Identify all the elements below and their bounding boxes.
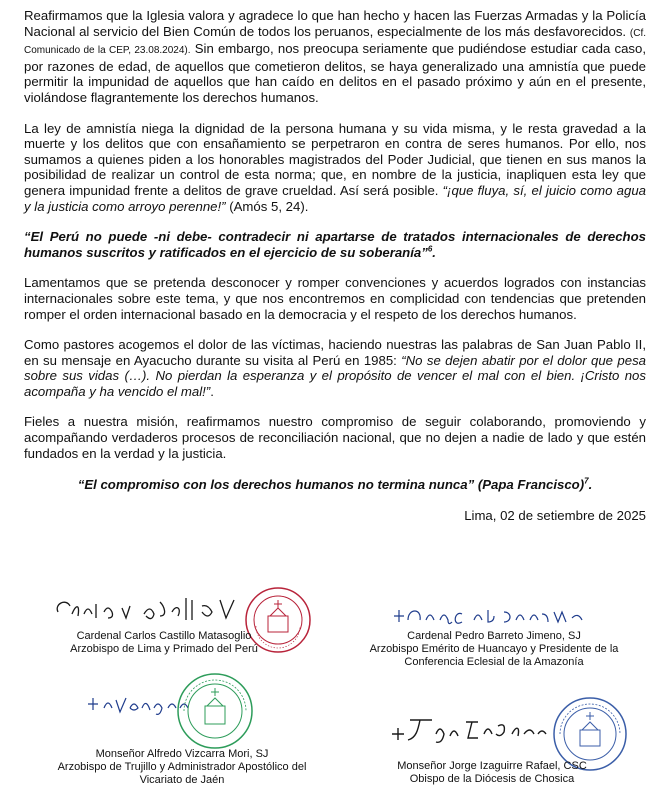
footnote-6-mark: 6: [427, 244, 433, 254]
signatory-4-name: Monseñor Jorge Izaguirre Rafael, CSC: [397, 760, 587, 772]
p2-quote: “¡que fluya, sí, el juicio como agua y la justicia como arroyo perenne!”: [24, 182, 646, 214]
footnote-7-mark: 7: [584, 476, 589, 486]
p3-text: “El Perú no puede -ni debe- contradecir ni apartarse de tratados internacionales de derechos humanos suscritos y ratificados en el ejercicio de su soberanía”: [24, 229, 646, 260]
document-body: [24, 8, 646, 523]
signatory-1-title: Arzobispo de Lima y Primado del Perú: [70, 643, 258, 655]
p1-text-a: Reafirmamos que la Iglesia valora y agradece lo que han hecho y hacen las Fuerzas Armadas y la Policía Nacional al servicio del Bien Común de todos los peruanos, especialmente de los más desfavorecidos.: [24, 8, 646, 39]
seal-trujillo-icon: [176, 672, 254, 750]
signatory-2-name: Cardenal Pedro Barreto Jimeno, SJ: [407, 630, 581, 642]
closing-quote: [24, 477, 646, 493]
signatory-1: [40, 630, 288, 656]
paragraph-5: [24, 337, 646, 399]
signatory-3-name: Monseñor Alfredo Vizcarra Mori, SJ: [95, 748, 269, 760]
signatory-4-title: Obispo de la Diócesis de Chosica: [409, 773, 575, 785]
signatory-3-title: Arzobispo de Trujillo y Administrador Apostólico del Vicariato de Jaén: [57, 761, 307, 786]
signatory-2: [352, 630, 636, 669]
p1-text-b: Sin embargo, nos preocupa seriamente que pudiéndose estudiar cada caso, por razones de edad, de aquellos que cometieron delitos, se haya generalizado una amnistía que puede permitir la impunidad de aquellos que han caído en delitos en el pasado próximo y aún en el presente, violándose flagrantemente los derechos humanos.: [24, 41, 646, 105]
p5-quote: “No se dejen abatir por el dolor que pesa sobre sus vidas (…). No pierdan la esperanza y el propósito de vencer el mal con el bien. ¡Cristo nos acompaña y ha vencido el mal!”: [24, 352, 647, 399]
p5-period: .: [210, 383, 214, 399]
p2-text: La ley de amnistía niega la dignidad de la persona humana y su vida misma, y le resta gravedad a la muerte y los delitos que con ensañamiento se perpetraron en contra de seres humanos. Por ello, nos sumamos a quienes piden a los honorables magistrados del Poder Judicial, que tienen en sus manos la posibilidad de realizar un control de esta norma; que, en nombre de la justicia, inapliquen esta ley que genera impunidad frente a delitos de grave crueldad. Así será posible.: [24, 120, 646, 198]
signatory-3: [42, 748, 322, 787]
signatory-4: [372, 760, 612, 786]
closing-period: .: [588, 477, 593, 493]
paragraph-4: Lamentamos que se pretenda desconocer y romper convenciones y acuerdos logrados con instancias internacionales sobre este tema, y que nos encontremos en complicidad con tendencias que pretenden romper el orden internacional basado en la democracia y el respeto de los derechos humanos.: [24, 275, 646, 322]
signature-castillo: [52, 590, 252, 630]
closing-text: “El compromiso con los derechos humanos no termina nunca” (Papa Francisco): [77, 477, 585, 493]
paragraph-1: [24, 8, 646, 106]
signature-izaguirre: [390, 712, 550, 748]
paragraph-6: Fieles a nuestra misión, reafirmamos nuestro compromiso de seguir colaborando, promoviendo y acompañando verdaderos procesos de reconciliación nacional, que no dejen a nadie de lado y que estén fundados en la verdad y la justicia.: [24, 414, 646, 461]
p3-period: .: [432, 244, 436, 260]
p1-citation: (Cf. Comunicado de la CEP, 23.08.2024).: [24, 27, 646, 57]
signatory-1-name: Cardenal Carlos Castillo Matasoglio: [76, 630, 252, 642]
p5-text: Como pastores acogemos el dolor de las víctimas, haciendo nuestras las palabras de San Juan Pablo II, en su mensaje en Ayacucho durante su visita al Perú en 1985:: [24, 337, 646, 368]
paragraph-2: [24, 121, 646, 215]
paragraph-3: [24, 229, 646, 260]
p2-reference: (Amós 5, 24).: [225, 198, 309, 214]
place-date: Lima, 02 de setiembre de 2025: [464, 507, 646, 523]
signature-barreto: [392, 600, 592, 632]
signatory-2-title: Arzobispo Emérito de Huancayo y Presidente de la Conferencia Eclesial de la Amazonía: [369, 643, 619, 668]
